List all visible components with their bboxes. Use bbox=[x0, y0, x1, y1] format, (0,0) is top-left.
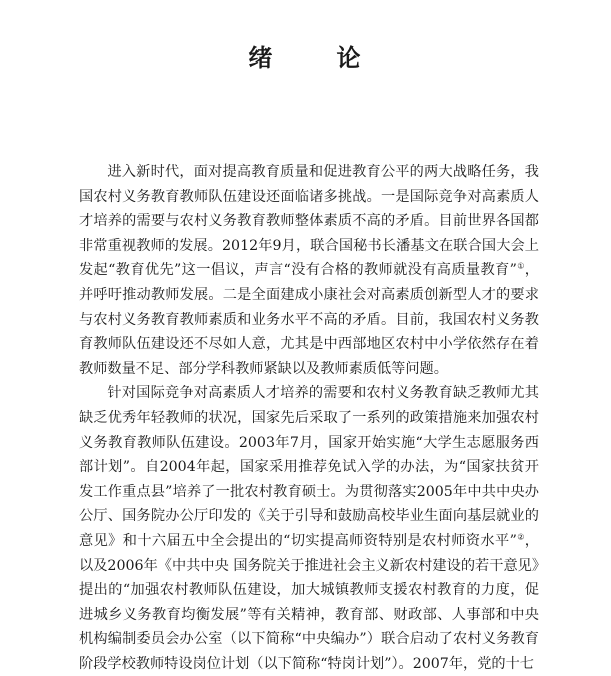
footnote-marker-1: ① bbox=[516, 261, 525, 271]
chapter-title: 绪 论 bbox=[248, 44, 363, 72]
paragraph-1-text-a: 进入新时代，面对提高教育质量和促进教育公平的两大战略任务，我国农村义务教育教师队伍建设还面临诸多挑战。一是国际竞争对高素质人才培养的需要与农村义务教育教师整体素质不高的矛盾。目前世界各国都非常重视教师的发展。2012年9月，联合国秘书长潘基文在联合国大会上发起“教育优先”这一倡议，声言“没有合格的教师就没有高质量教育” bbox=[79, 164, 539, 279]
paragraph-2-text-b: ，以及2006年《中共中央 国务院关于推进社会主义新农村建设的若干意见》提出的“加强农村教师队伍建设，加大城镇教师支援农村教育的力度，促进城乡义务教育均衡发展”等有关精神，教育部、财政部、人事部和中央机构编制委员会办公室（以下简称“中央编办”）联合启动了农村义务教育阶段学校教师特设岗位计划（以下简称“特岗计划”）。2007年，党的十七 bbox=[79, 532, 539, 672]
body-text bbox=[79, 160, 539, 676]
paragraph-2-text-a: 针对国际竞争对高素质人才培养的需要和农村义务教育缺乏教师尤其缺乏优秀年轻教师的状况，国家先后采取了一系列的政策措施来加强农村义务教育教师队伍建设。2003年7月，国家开始实施“大学生志愿服务西部计划”。自2004年起，国家采用推荐免试入学的办法，为“国家扶贫开发工作重点县”培养了一批农村教育硕士。为贯彻落实2005年中共中央办公厅、国务院办公厅印发的《关于引导和鼓励高校毕业生面向基层就业的意见》和十六届五中全会提出的“切实提高师资特别是农村师资水平” bbox=[79, 385, 539, 549]
paragraph-1-text-b: ，并呼吁推动教师发展。二是全面建成小康社会对高素质创新型人才的要求与农村义务教育教师素质和业务水平不高的矛盾。目前，我国农村义务教育教师队伍建设还不尽如人意，尤其是中西部地区农村中小学依然存在着教师数量不足、部分学科教师紧缺以及教师素质低等问题。 bbox=[79, 262, 539, 377]
paragraph-1 bbox=[79, 160, 539, 381]
footnote-marker-2: ② bbox=[516, 532, 525, 542]
paragraph-2 bbox=[79, 381, 539, 676]
